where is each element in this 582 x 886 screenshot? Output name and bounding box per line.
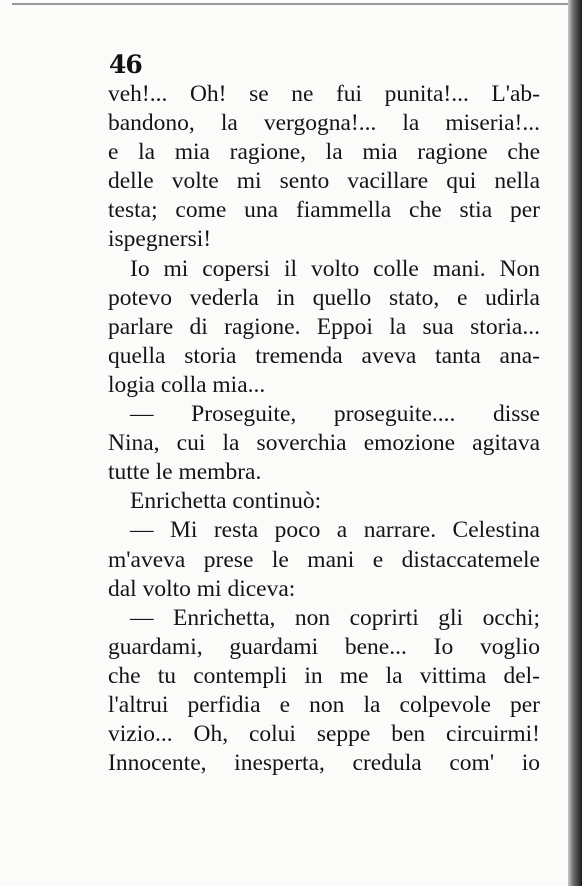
text-line: Enrichetta continuò: xyxy=(130,488,322,515)
text-line: veh!... Oh! se ne fui punita!... L'ab- xyxy=(108,81,540,107)
text-line: vizio... Oh, colui seppe ben circuirmi! xyxy=(108,721,540,748)
text-line: quella storia tremenda aveva tanta ana- xyxy=(108,342,540,369)
page-edge-shadow xyxy=(568,0,582,886)
page-number: 46 xyxy=(109,50,142,79)
text-line: che tu contempli in me la vittima del- xyxy=(108,662,540,689)
text-line: dal volto mi diceva: xyxy=(108,575,296,602)
text-line: l'altrui perfidia e non la colpevole per xyxy=(108,691,540,718)
text-line: potevo vederla in quello stato, e udirla xyxy=(108,284,540,311)
text-line: — Proseguite, proseguite.... disse xyxy=(130,401,540,428)
text-line: parlare di ragione. Eppoi la sua storia... xyxy=(108,313,540,340)
text-line: e la mia ragione, la mia ragione che xyxy=(108,139,540,166)
text-line: Nina, cui la soverchia emozione agitava xyxy=(108,430,540,457)
text-line: delle volte mi sento vacillare qui nella xyxy=(108,168,540,195)
text-line: bandono, la vergogna!... la miseria!... xyxy=(108,110,540,137)
text-line: ispegnersi! xyxy=(108,226,212,253)
text-line: testa; come una fiammella che stia per xyxy=(108,197,540,224)
text-line: Innocente, inesperta, credula com' io xyxy=(108,750,540,777)
top-rule xyxy=(12,3,572,5)
text-line: Io mi copersi il volto colle mani. Non xyxy=(130,255,540,282)
text-line: logia colla mia... xyxy=(108,371,266,398)
text-line: m'aveva prese le mani e distaccatemele xyxy=(108,546,540,573)
text-line: — Mi resta poco a narrare. Celestina xyxy=(130,517,540,544)
text-line: tutte le membra. xyxy=(108,459,262,486)
text-line: — Enrichetta, non coprirti gli occhi; xyxy=(130,604,540,631)
body-text xyxy=(108,80,540,778)
text-line: guardami, guardami bene... Io voglio xyxy=(108,633,540,660)
